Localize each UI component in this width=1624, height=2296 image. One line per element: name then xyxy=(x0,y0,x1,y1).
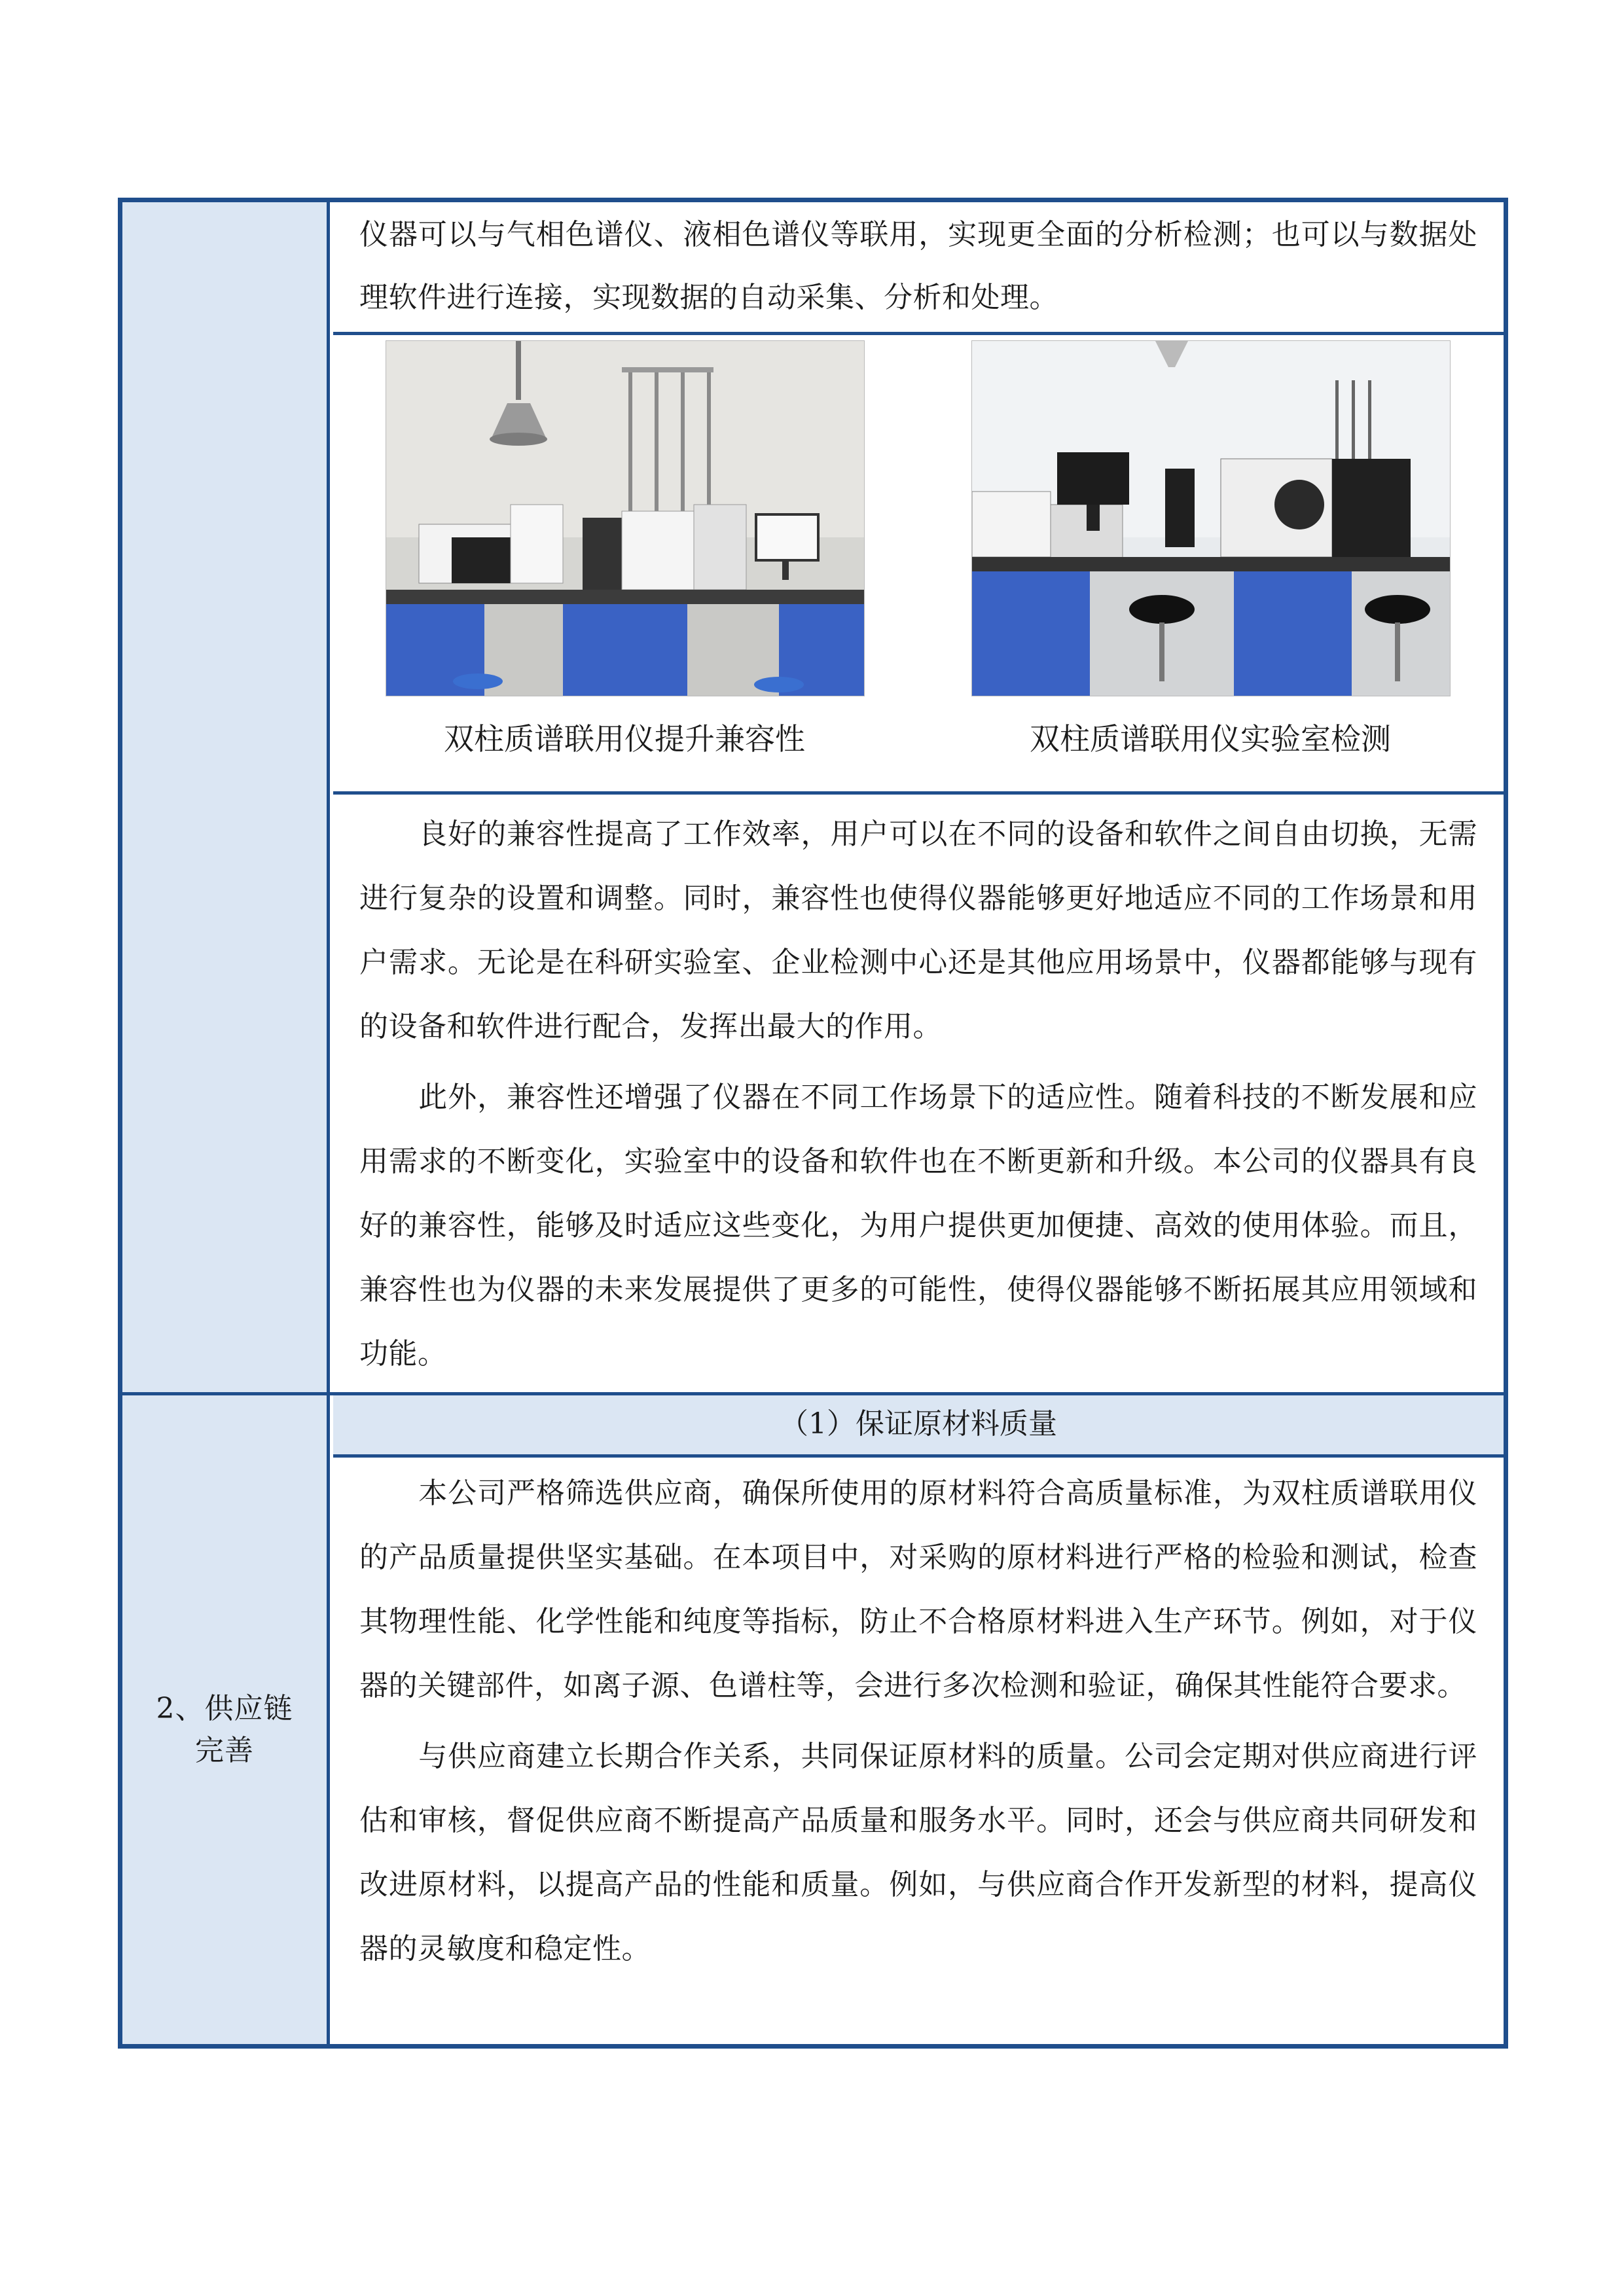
row3-paragraph-1: 良好的兼容性提高了工作效率，用户可以在不同的设备和软件之间自由切换，无需进行复杂的设置和调整。同时，兼容性也使得仪器能够更好地适应不同的工作场景和用户需求。无论是在科研实验室、企业检测中心还是其他应用场景中，仪器都能够与现有的设备和软件进行配合，发挥出最大的作用。 xyxy=(359,817,1477,1043)
row3-paragraph-2: 此外，兼容性还增强了仪器在不同工作场景下的适应性。随着科技的不断发展和应用需求的不断变化，实验室中的设备和软件也在不断更新和升级。本公司的仪器具有良好的兼容性，能够及时适应这些变化，为用户提供更加便捷、高效的使用体验。而且，兼容性也为仪器的未来发展提供了更多的可能性，使得仪器能够不断拓展其应用领域和功能。 xyxy=(359,1081,1477,1371)
images-cell xyxy=(333,335,1504,791)
section2-paragraph-2: 与供应商建立长期合作关系，共同保证原材料的质量。公司会定期对供应商进行评估和审核，督促供应商不断提高产品质量和服务水平。同时，还会与供应商共同研发和改进原材料，以提高产品的性能和质量。例如，与供应商合作开发新型的材料，提高仪器的灵敏度和稳定性。 xyxy=(359,1740,1477,1965)
document-table xyxy=(118,198,1508,2049)
section2-content-cell xyxy=(333,1458,1504,2043)
section2-header: （1）保证原材料质量 xyxy=(780,1407,1057,1441)
section2-paragraph-1: 本公司严格筛选供应商，确保所使用的原材料符合高质量标准，为双柱质谱联用仪的产品质量提供坚实基础。在本项目中，对采购的原材料进行严格的检验和测试，检查其物理性能、化学性能和纯度等指标，防止不合格原材料进入生产环节。例如，对于仪器的关键部件，如离子源、色谱柱等，会进行多次检测和验证，确保其性能符合要求。 xyxy=(359,1477,1477,1702)
row1-cell xyxy=(333,202,1504,333)
section2-label xyxy=(122,1688,327,1772)
right-photo-caption: 双柱质谱联用仪实验室检测 xyxy=(1030,721,1391,757)
section2-label-line2: 完善 xyxy=(195,1734,254,1767)
section2-header-row xyxy=(333,1395,1504,1454)
left-photo-caption: 双柱质谱联用仪提升兼容性 xyxy=(444,721,805,757)
row1-text: 仪器可以与气相色谱仪、液相色谱仪等联用，实现更全面的分析检测；也可以与数据处理软件进行连接，实现数据的自动采集、分析和处理。 xyxy=(359,218,1477,314)
row3-cell xyxy=(333,795,1504,1371)
section2-label-line1: 2、供应链 xyxy=(156,1692,293,1725)
lab-photo-right xyxy=(971,340,1451,696)
lab-photo-left xyxy=(386,340,865,696)
